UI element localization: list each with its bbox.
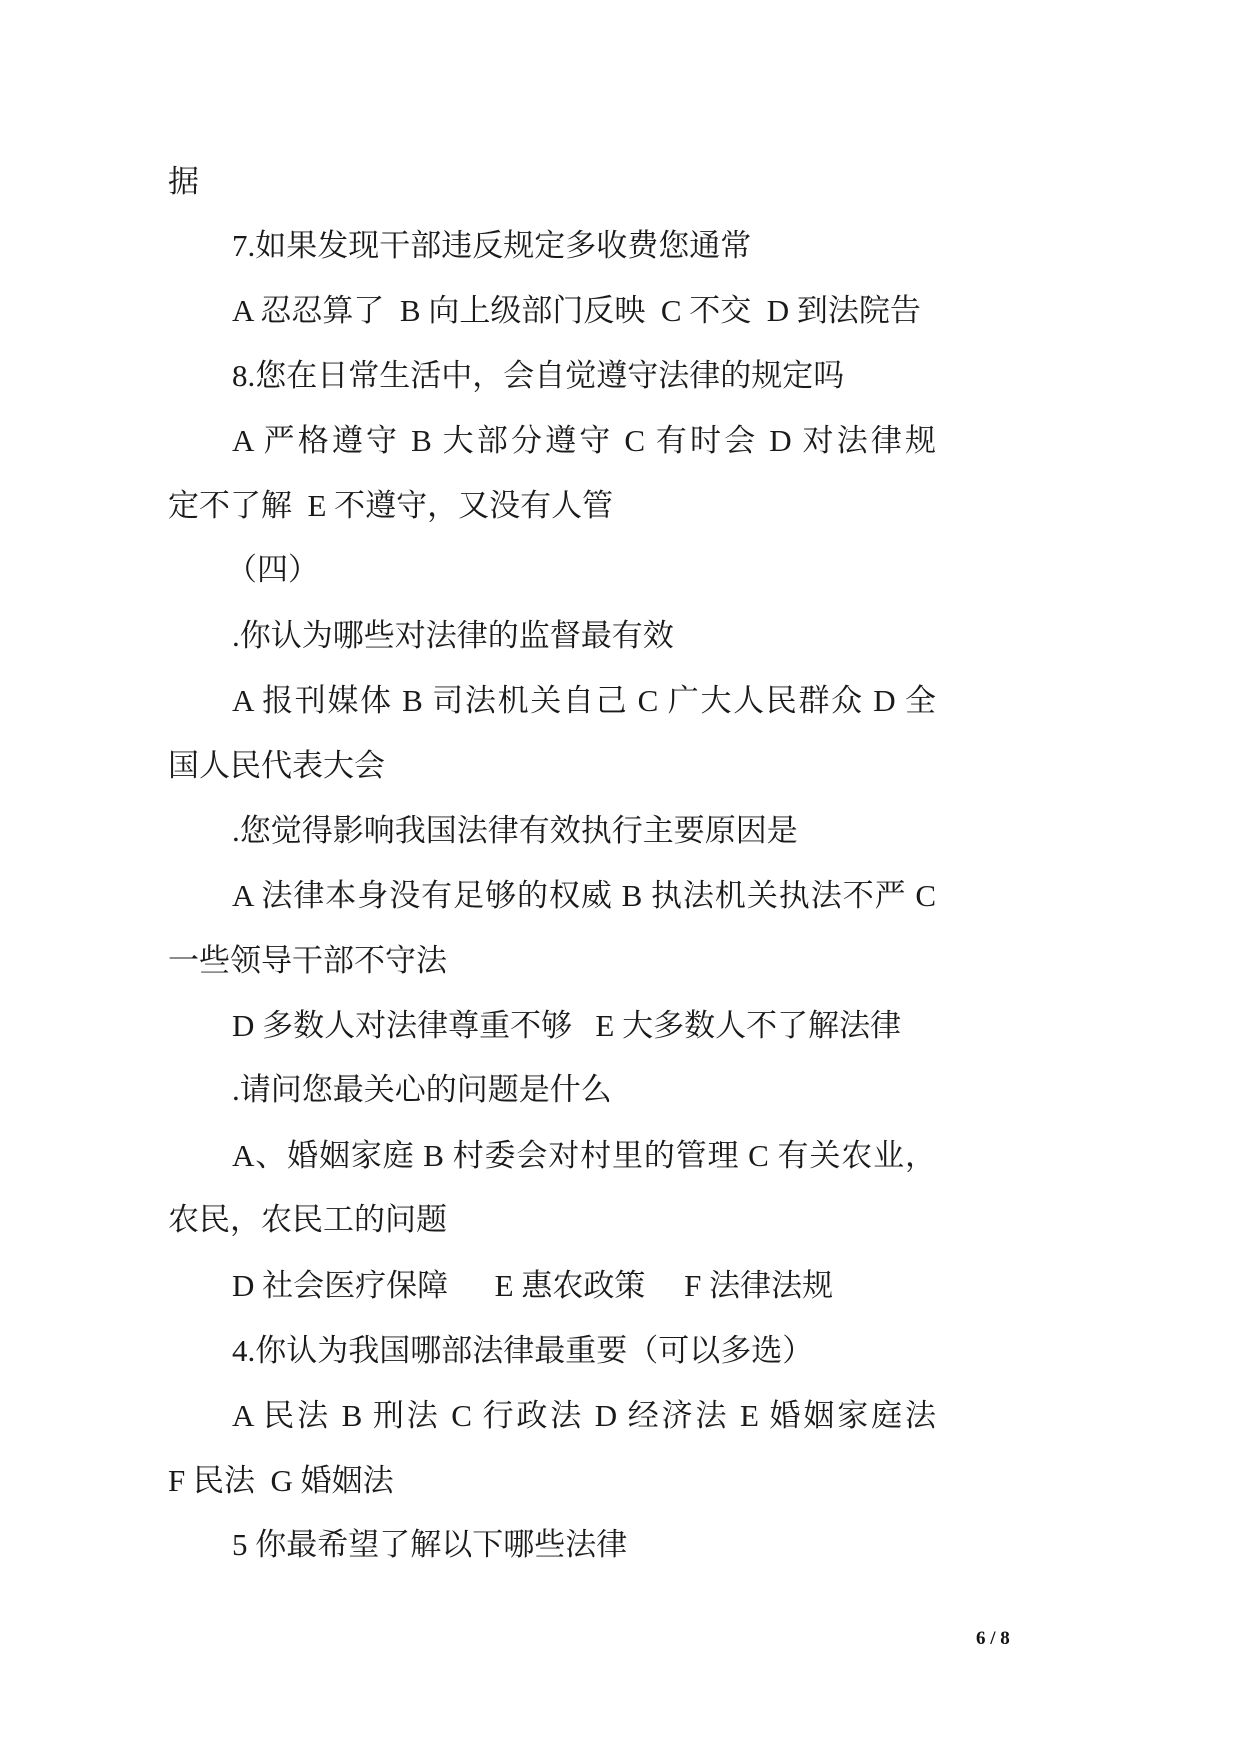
question-concerns-options-more: D 社会医疗保障 E 惠农政策 F 法律法规 <box>232 1268 834 1303</box>
question-supervision-options-continued: 国人民代表大会 <box>168 748 385 783</box>
question-concerns-options-continued: 农民，农民工的问题 <box>168 1202 447 1237</box>
question-4: 4.你认为我国哪部法律最重要（可以多选） <box>232 1333 814 1368</box>
question-4-options-continued: F 民法 G 婚姻法 <box>168 1463 394 1498</box>
question-5: 5 你最希望了解以下哪些法律 <box>232 1527 628 1562</box>
question-enforcement: .您觉得影响我国法律有效执行主要原因是 <box>232 813 798 848</box>
question-8-options: A 严格遵守 B 大部分遵守 C 有时会 D 对法律规 <box>232 423 936 458</box>
question-supervision-options: A 报刊媒体 B 司法机关自己 C 广大人民群众 D 全 <box>232 683 936 718</box>
question-enforcement-options-continued: 一些领导干部不守法 <box>168 943 447 978</box>
text-line: 据 <box>168 164 199 199</box>
question-enforcement-options-more: D 多数人对法律尊重不够 E 大多数人不了解法律 <box>232 1008 902 1043</box>
question-8: 8.您在日常生活中，会自觉遵守法律的规定吗 <box>232 358 845 393</box>
question-4-options: A 民法 B 刑法 C 行政法 D 经济法 E 婚姻家庭法 <box>232 1398 936 1433</box>
question-concerns-options: A、婚姻家庭 B 村委会对村里的管理 C 有关农业， <box>232 1138 936 1173</box>
question-8-options-continued: 定不了解 E 不遵守，又没有人管 <box>168 488 614 523</box>
question-enforcement-options: A 法律本身没有足够的权威 B 执法机关执法不严 C <box>232 878 936 913</box>
section-heading: （四） <box>226 552 319 587</box>
question-supervision: .你认为哪些对法律的监督最有效 <box>232 618 674 653</box>
page-number: 6 / 8 <box>976 1628 1010 1649</box>
question-7-options: A 忍忍算了 B 向上级部门反映 C 不交 D 到法院告 <box>232 293 921 328</box>
question-7: 7.如果发现干部违反规定多收费您通常 <box>232 228 752 263</box>
question-concerns: .请问您最关心的问题是什么 <box>232 1072 612 1107</box>
